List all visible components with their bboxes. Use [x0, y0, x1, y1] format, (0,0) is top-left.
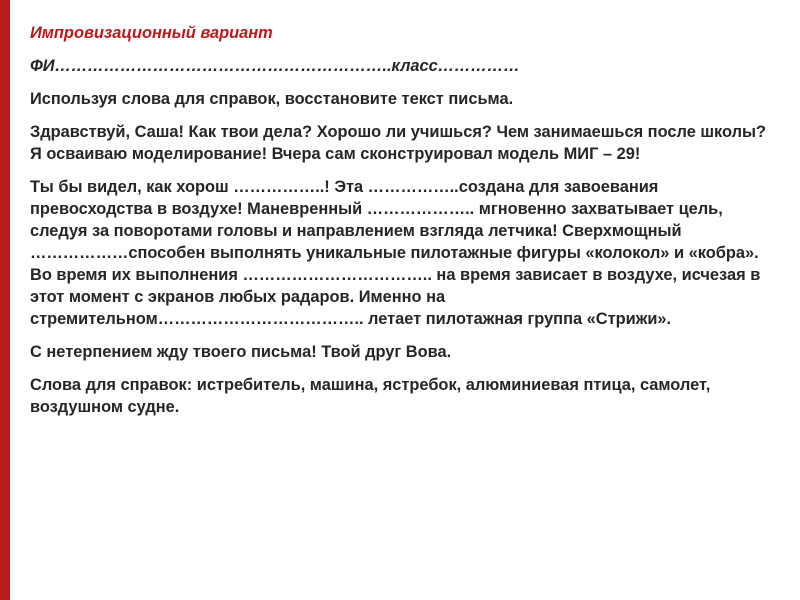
letter-paragraph-1: Здравствуй, Саша! Как твои дела? Хорошо ли учишься? Чем занимаешься после школы? Я осваиваю моделирование! Вчера сам сконструировал модель МИГ – 29! — [30, 123, 767, 163]
slide-content — [30, 22, 775, 429]
letter-closing: С нетерпением жду твоего письма! Твой друг Вова. — [30, 343, 452, 361]
slide-heading: Импровизационный вариант — [30, 24, 273, 42]
name-class-line: ФИ……………………………………………………..класс…………… — [30, 57, 520, 75]
instruction-text: Используя слова для справок, восстановите текст письма. — [30, 90, 514, 108]
letter-paragraph-2: Ты бы видел, как хорош ……………..! Эта ……………..создана для завоевания превосходства в воздухе! Маневренный ……………….. мгновенно захватывает цель, следуя за поворотами головы и направлением взгляда летчика! Сверхмощный ………………способен выполнять уникальные пилотажные фигуры «колокол» и «кобра». Во время их выполнения …………………………….. на время зависает в воздухе, исчезая в этот момент с экранов любых радаров. Именно на стремительном……………………………….. летает пилотажная группа «Стрижи». — [30, 178, 761, 328]
hint-words: Слова для справок: истребитель, машина, ястребок, алюминиевая птица, самолет, воздушном судне. — [30, 376, 711, 416]
accent-bar — [0, 0, 10, 600]
